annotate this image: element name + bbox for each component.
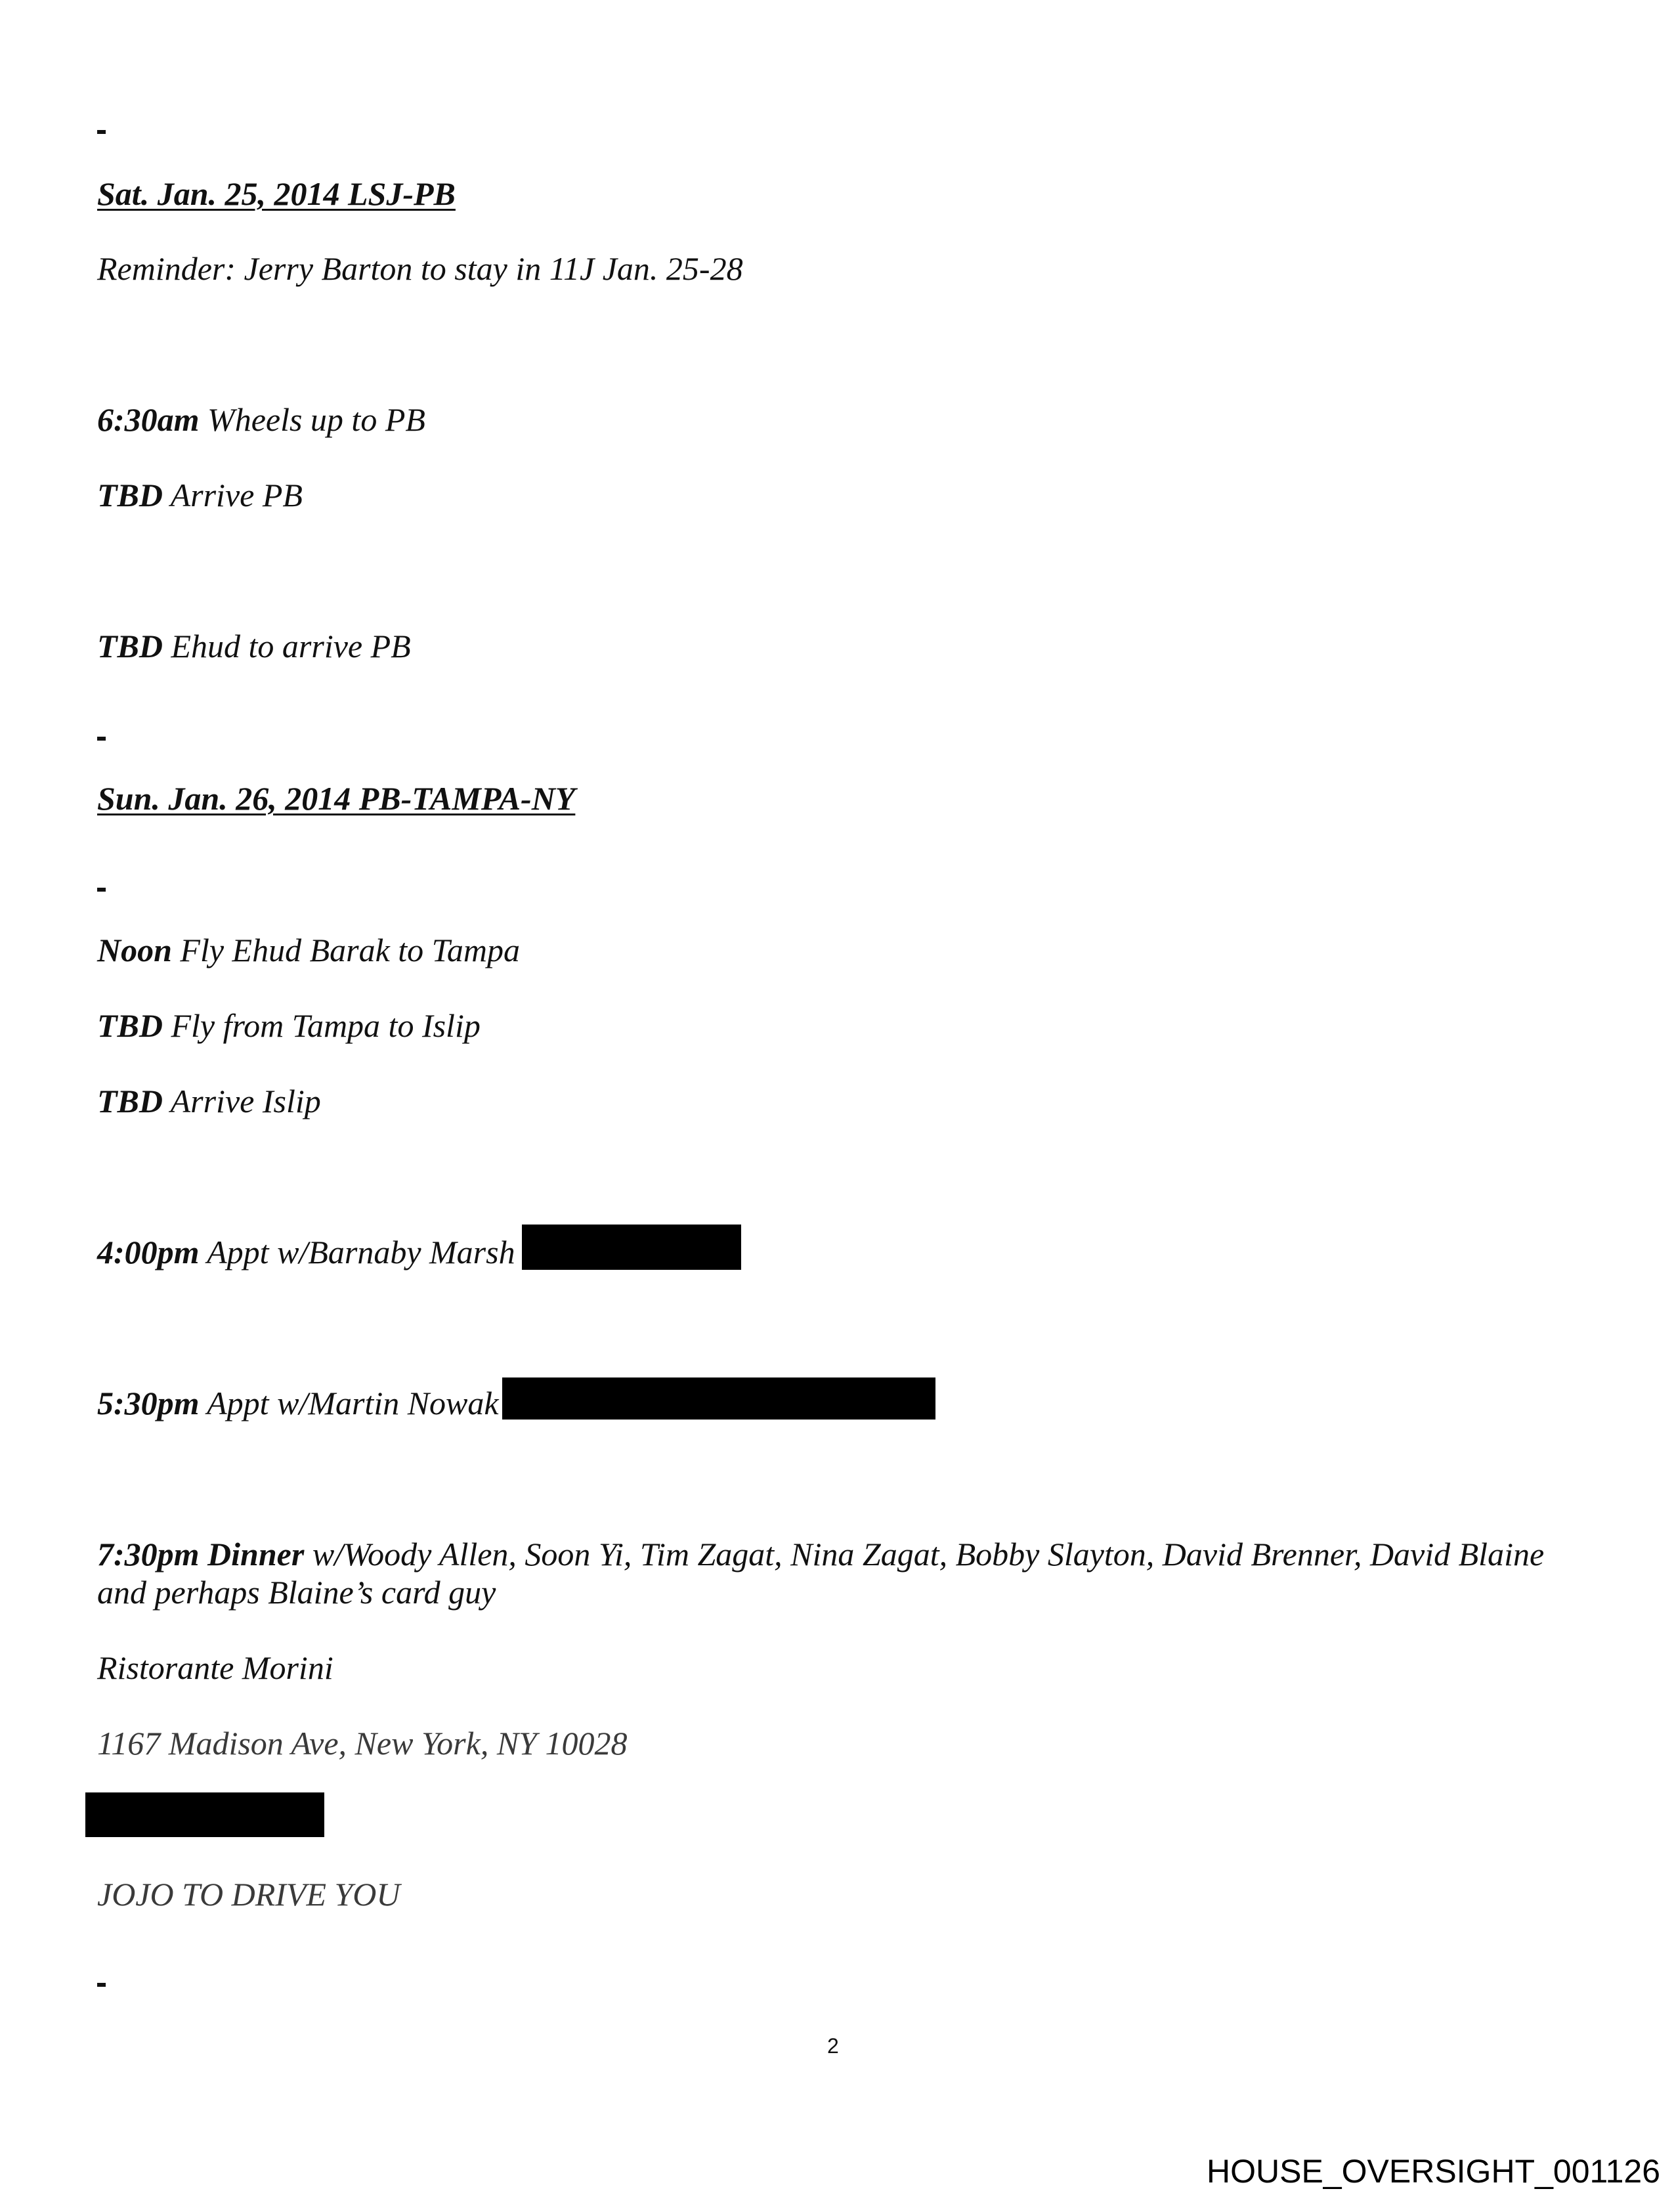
event-text: Arrive PB	[163, 477, 303, 513]
bates-stamp: HOUSE_OVERSIGHT_001126	[1207, 2153, 1661, 2190]
event-time: 5:30pm	[97, 1385, 200, 1421]
event-appt-marsh	[97, 1233, 515, 1271]
event-fly-tampa-islip	[97, 1007, 481, 1045]
event-fly-ehud	[97, 931, 520, 969]
event-text: Arrive Islip	[163, 1083, 321, 1119]
redaction-box	[522, 1225, 741, 1270]
page-number: 2	[827, 2034, 839, 2058]
day-header-sat: Sat. Jan. 25, 2014 LSJ-PB	[97, 175, 456, 212]
redaction-box	[502, 1377, 935, 1420]
separator-dash	[97, 888, 106, 892]
driver-note: JOJO TO DRIVE YOU	[97, 1876, 400, 1913]
restaurant-address: 1167 Madison Ave, New York, NY 10028	[97, 1725, 628, 1762]
event-text: Fly from Tampa to Islip	[163, 1007, 481, 1044]
event-wheels-up	[97, 401, 425, 439]
dinner-guests: w/Woody Allen, Soon Yi, Tim Zagat, Nina Zagat, Bobby Slayton, David Brenner, David Blaine	[304, 1536, 1545, 1572]
redaction-box	[85, 1792, 324, 1837]
event-time: 4:00pm	[97, 1234, 200, 1270]
event-ehud-arrive	[97, 627, 411, 665]
event-text: Fly Ehud Barak to Tampa	[171, 932, 520, 968]
separator-dash	[97, 1983, 106, 1987]
separator-dash	[97, 737, 106, 741]
event-time: 7:30pm Dinner	[97, 1536, 305, 1572]
event-text: Wheels up to PB	[199, 401, 425, 438]
restaurant-name: Ristorante Morini	[97, 1649, 333, 1686]
reminder-note: Reminder: Jerry Barton to stay in 11J Jan. 25-28	[97, 250, 743, 287]
event-dinner	[97, 1535, 1544, 1573]
event-text: Appt w/Barnaby Marsh	[199, 1234, 515, 1270]
event-time: TBD	[97, 477, 163, 513]
event-time: TBD	[97, 1083, 163, 1119]
event-text: Ehud to arrive PB	[163, 628, 411, 664]
event-time: TBD	[97, 628, 163, 664]
event-arrive-pb	[97, 476, 303, 514]
event-time: Noon	[97, 932, 172, 968]
event-appt-nowak	[97, 1384, 499, 1422]
separator-dash	[97, 130, 106, 134]
event-time: TBD	[97, 1007, 163, 1044]
event-time: 6:30am	[97, 401, 200, 438]
day-header-sun: Sun. Jan. 26, 2014 PB-TAMPA-NY	[97, 780, 576, 817]
event-text: Appt w/Martin Nowak	[199, 1385, 499, 1421]
dinner-guests-cont: and perhaps Blaine’s card guy	[97, 1574, 496, 1611]
event-arrive-islip	[97, 1082, 321, 1120]
